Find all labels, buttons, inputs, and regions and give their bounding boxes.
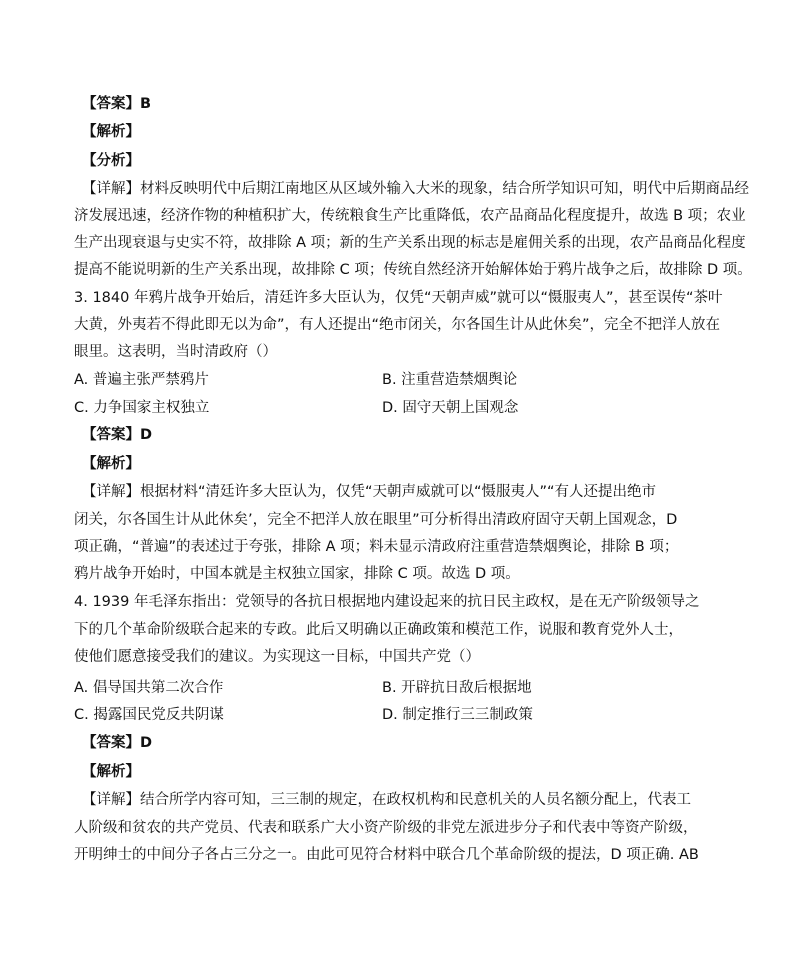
q3-option-c: C. 力争国家主权独立 bbox=[74, 400, 210, 416]
q3-detail-line-2: 闭关，尔各国生计从此休矣’，完全不把洋人放在眼里”可分析得出清政府固守天朝上国观念，D bbox=[74, 512, 678, 528]
q3-detail-line-1: 【详解】根据材料“清廷许多大臣认为，仅凭“天朝声威就可以“慑服夷人”“有人还提出绝市 bbox=[82, 484, 657, 500]
q4-detail-line-3: 开明绅士的中间分子各占三分之一。由此可见符合材料中联合几个革命阶级的提法，D 项正确. AB bbox=[74, 847, 699, 863]
q3-stem-line-1: 3. 1840 年鸦片战争开始后，清廷许多大臣认为，仅凭“天朝声威”就可以“慑服夷人”，甚至误传“茶叶 bbox=[74, 290, 723, 306]
q4-option-c: C. 揭露国民党反共阴谋 bbox=[74, 707, 224, 723]
q4-stem-line-2: 下的几个革命阶级联合起来的专政。此后又明确以正确政策和模范工作，说服和教育党外人士， bbox=[74, 622, 683, 638]
q3-analysis-label: 【解析】 bbox=[82, 456, 140, 472]
q4-detail-line-2: 人阶级和贫农的共产党员、代表和联系广大小资产阶级的非党左派进步分子和代表中等资产阶级， bbox=[74, 820, 698, 836]
q2-detail-line-3: 生产出现衰退与史实不符，故排除 A 项；新的生产关系出现的标志是雇佣关系的出现，农产品商品化程度 bbox=[74, 235, 746, 251]
q4-stem-line-3: 使他们愿意接受我们的建议。为实现这一目标，中国共产党（） bbox=[74, 649, 480, 665]
q3-option-d: D. 固守天朝上国观念 bbox=[382, 400, 519, 416]
q2-detail-line-2: 济发展迅速，经济作物的种植积扩大，传统粮食生产比重降低，农产品商品化程度提升，故选 B 项；农业 bbox=[74, 208, 746, 224]
q4-detail-line-1: 【详解】结合所学内容可知，三三制的规定，在政权机构和民意机关的人员名额分配上，代表工 bbox=[82, 792, 691, 808]
q2-detail-line-1: 【详解】材料反映明代中后期江南地区从区域外输入大米的现象，结合所学知识可知，明代中后期商品经 bbox=[82, 181, 749, 197]
q2-fenxi-label: 【分析】 bbox=[82, 153, 140, 169]
q4-option-a: A. 倡导国共第二次合作 bbox=[74, 680, 224, 696]
q3-detail-line-3: 项正确，“普遍”的表述过于夸张，排除 A 项；料未显示清政府注重营造禁烟舆论，排除 B 项； bbox=[74, 539, 679, 555]
q3-stem-line-3: 眼里。这表明，当时清政府（） bbox=[74, 344, 277, 360]
q4-analysis-label: 【解析】 bbox=[82, 764, 140, 780]
q4-stem-line-1: 4. 1939 年毛泽东指出：党领导的各抗日根据地内建设起来的抗日民主政权，是在无产阶级领导之 bbox=[74, 594, 700, 610]
q3-option-b: B. 注重营造禁烟舆论 bbox=[382, 372, 518, 388]
q3-answer-label: 【答案】D bbox=[82, 427, 153, 443]
q3-option-a: A. 普遍主张严禁鸦片 bbox=[74, 372, 209, 388]
q3-detail-line-4: 鸦片战争开始时，中国本就是主权独立国家，排除 C 项。故选 D 项。 bbox=[74, 566, 520, 582]
q2-answer-label: 【答案】B bbox=[82, 96, 152, 112]
q4-option-d: D. 制定推行三三制政策 bbox=[382, 707, 533, 723]
q4-option-b: B. 开辟抗日敌后根据地 bbox=[382, 680, 532, 696]
q3-stem-line-2: 大黄，外夷若不得此即无以为命”，有人还提出“绝市闭关，尔各国生计从此休矣”，完全不把洋人放在 bbox=[74, 317, 721, 333]
q2-analysis-label: 【解析】 bbox=[82, 124, 140, 140]
q2-detail-line-4: 提高不能说明新的生产关系出现，故排除 C 项；传统自然经济开始解体始于鸦片战争之后，故排除 D 项。 bbox=[74, 262, 752, 278]
q4-answer-label: 【答案】D bbox=[82, 735, 153, 751]
